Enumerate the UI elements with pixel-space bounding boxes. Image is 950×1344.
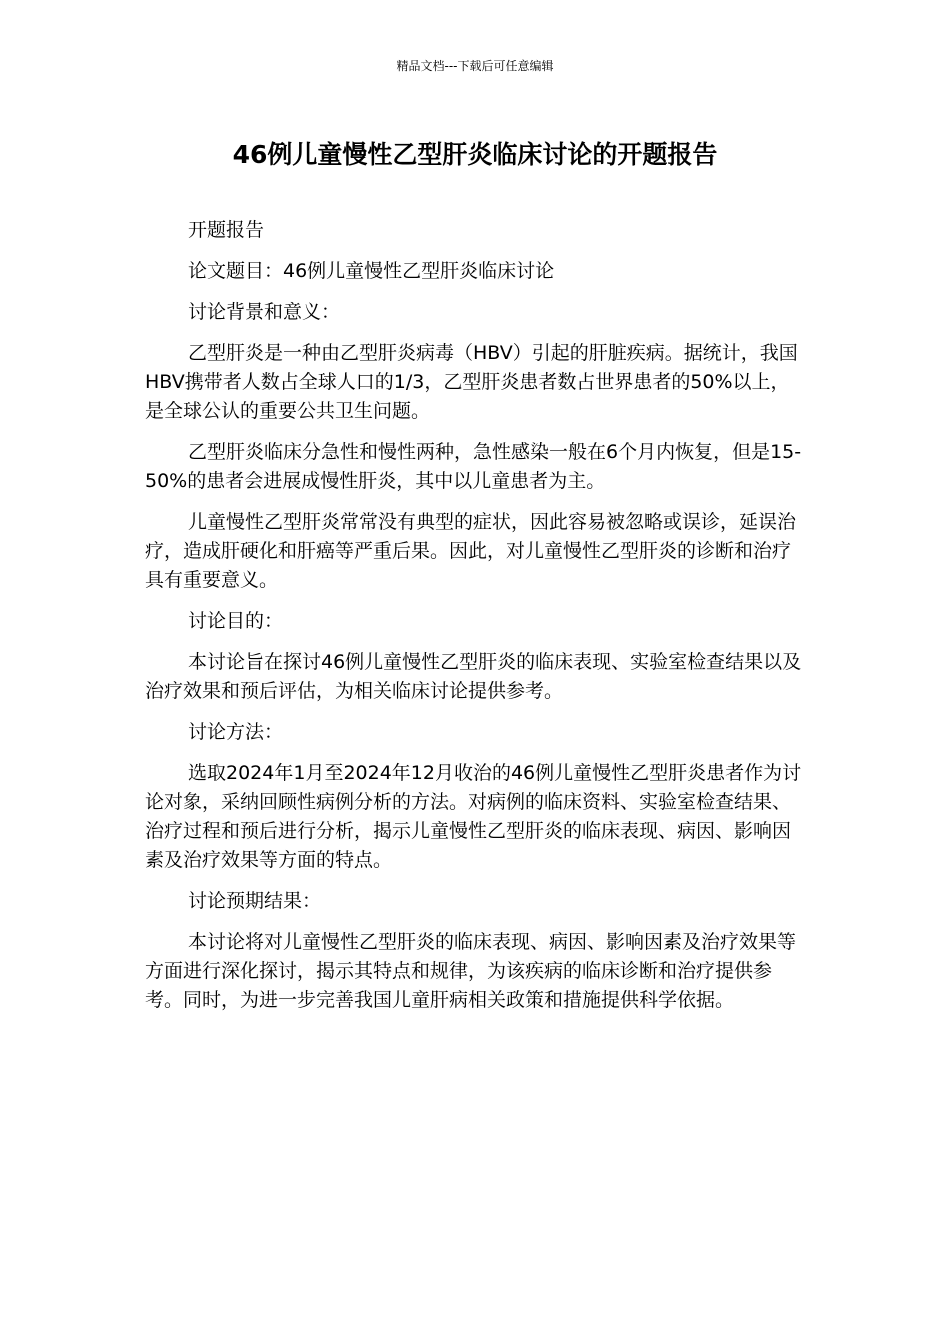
paragraph-background-1: 乙型肝炎是一种由乙型肝炎病毒（HBV）引起的肝脏疾病。据统计，我国HBV携带者人数占全球人口的1/3，乙型肝炎患者数占世界患者的50%以上，是全球公认的重要公共卫生问题。 — [145, 342, 798, 422]
paragraph-background-2: 乙型肝炎临床分急性和慢性两种，急性感染一般在6个月内恢复，但是15-50%的患者会进展成慢性肝炎，其中以儿童患者为主。 — [145, 441, 802, 492]
paragraph-purpose: 本讨论旨在探讨46例儿童慢性乙型肝炎的临床表现、实验室检查结果以及治疗效果和预后评估，为相关临床讨论提供参考。 — [145, 651, 802, 702]
paragraph-expected-results: 本讨论将对儿童慢性乙型肝炎的临床表现、病因、影响因素及治疗效果等方面进行深化探讨，揭示其特点和规律，为该疾病的临床诊断和治疗提供参考。同时，为进一步完善我国儿童肝病相关政策和措施提供科学依据。 — [145, 931, 797, 1011]
section-heading-method: 讨论方法： — [188, 721, 284, 743]
header-note: 精品文档---下载后可任意编辑 — [396, 59, 554, 73]
section-heading-background: 讨论背景和意义： — [188, 301, 341, 323]
thesis-title-line: 论文题目：46例儿童慢性乙型肝炎临床讨论 — [188, 260, 555, 282]
section-heading-purpose: 讨论目的： — [188, 610, 284, 632]
paragraph-method: 选取2024年1月至2024年12月收治的46例儿童慢性乙型肝炎患者作为讨论对象，采纳回顾性病例分析的方法。对病例的临床资料、实验室检查结果、治疗过程和预后进行分析，揭示儿童慢性乙型肝炎的临床表现、病因、影响因素及治疗效果等方面的特点。 — [145, 762, 802, 871]
paragraph-background-3: 儿童慢性乙型肝炎常常没有典型的症状，因此容易被忽略或误诊，延误治疗，造成肝硬化和肝癌等严重后果。因此，对儿童慢性乙型肝炎的诊断和治疗具有重要意义。 — [145, 511, 797, 591]
section-heading-expected-results: 讨论预期结果： — [188, 890, 322, 912]
document-body — [145, 216, 807, 1027]
document-title: 46例儿童慢性乙型肝炎临床讨论的开题报告 — [232, 140, 718, 169]
section-label-report: 开题报告 — [188, 219, 265, 241]
